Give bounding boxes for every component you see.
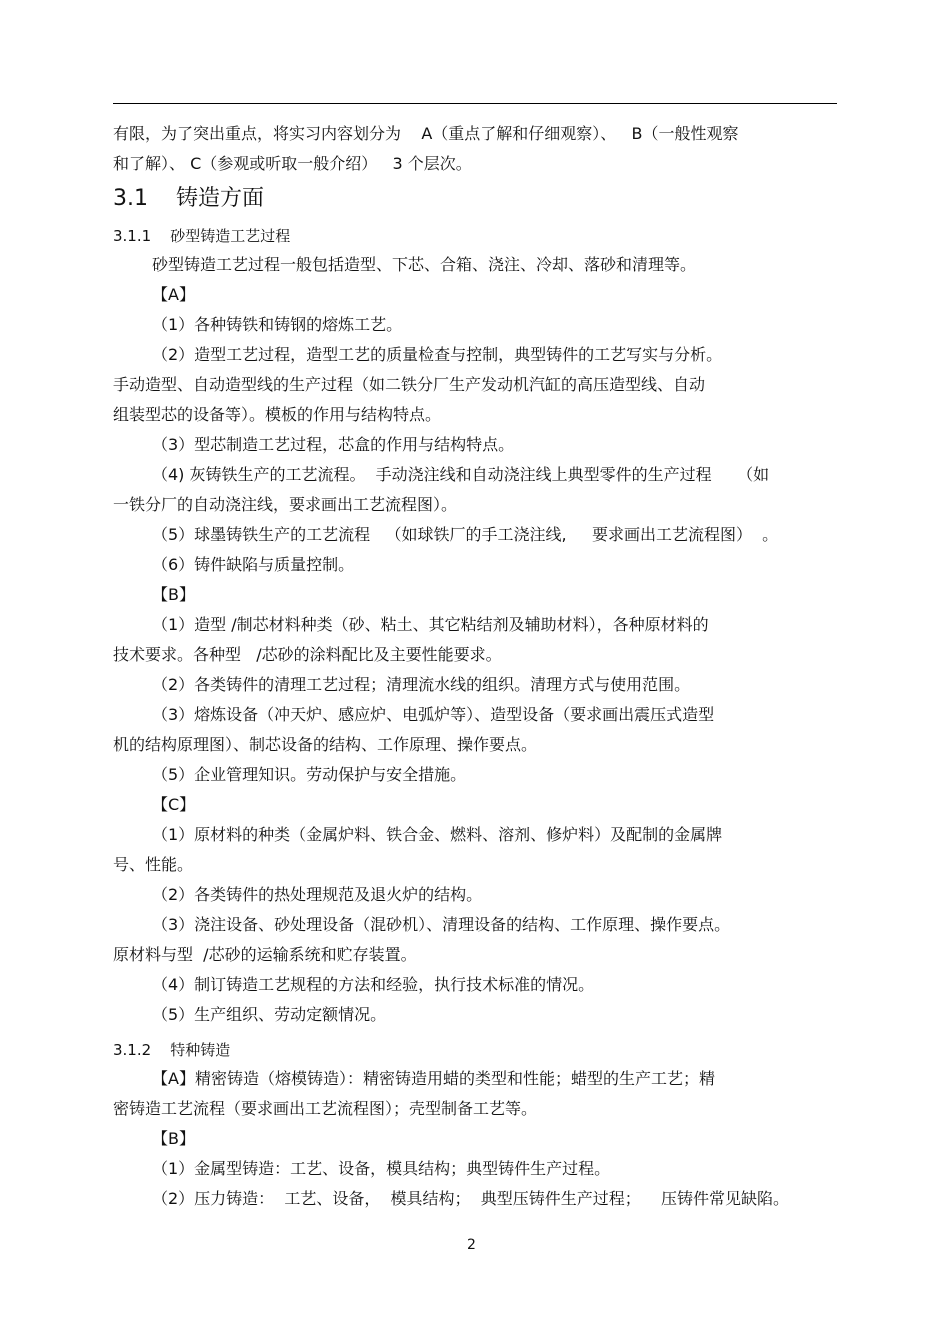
intro-line-2: 和了解）、 C（参观或听取一般介绍） 3 个层次。 [113, 154, 472, 173]
list-item: （5）企业管理知识。劳动保护与安全措施。 [152, 765, 467, 784]
list-item: （1）造型 /制芯材料种类（砂、粘土、其它粘结剂及辅助材料），各种原材料的 [152, 615, 709, 634]
list-item: （5）生产组织、劳动定额情况。 [152, 1005, 387, 1024]
subsection-heading-2: 3.1.2 特种铸造 [113, 1041, 231, 1059]
section-heading: 3.1 铸造方面 [113, 186, 264, 211]
subsection-heading-1: 3.1.1 砂型铸造工艺过程 [113, 227, 291, 245]
list-item-continuation: 手动造型、自动造型线的生产过程（如二铁分厂生产发动机汽缸的高压造型线、自动 [113, 375, 706, 394]
list-item: （2）各类铸件的热处理规范及退火炉的结构。 [152, 885, 483, 904]
list-item: （1）原材料的种类（金属炉料、铁合金、燃料、溶剂、修炉料）及配制的金属牌 [152, 825, 723, 844]
list-item-continuation: 一铁分厂的自动浇注线，要求画出工艺流程图）。 [113, 495, 458, 514]
paragraph: 砂型铸造工艺过程一般包括造型、下芯、合箱、浇注、冷却、落砂和清理等。 [152, 255, 697, 274]
paragraph-continuation: 密铸造工艺流程（要求画出工艺流程图）；壳型制备工艺等。 [113, 1099, 538, 1118]
page-number: 2 [467, 1237, 476, 1253]
list-item-continuation: 号、性能。 [113, 855, 194, 874]
list-item: （5）球墨铸铁生产的工艺流程 （如球铁厂的手工浇注线, 要求画出工艺流程图） 。 [152, 525, 779, 544]
level-b-tag: 【B】 [152, 1129, 195, 1148]
list-item: （3）浇注设备、砂处理设备（混砂机）、清理设备的结构、工作原理、操作要点。 [152, 915, 731, 934]
level-a-tag: 【A】 [152, 285, 195, 304]
paragraph: 【A】精密铸造（熔模铸造）：精密铸造用蜡的类型和性能；蜡型的生产工艺；精 [152, 1069, 715, 1088]
list-item: （6）铸件缺陷与质量控制。 [152, 555, 355, 574]
list-item: （3）熔炼设备（冲天炉、感应炉、电弧炉等）、造型设备（要求画出震压式造型 [152, 705, 715, 724]
list-item-continuation: 机的结构原理图）、制芯设备的结构、工作原理、操作要点。 [113, 735, 538, 754]
list-item: （4）制订铸造工艺规程的方法和经验，执行技术标准的情况。 [152, 975, 595, 994]
level-c-tag: 【C】 [152, 795, 196, 814]
list-item: （1）金属型铸造：工艺、设备，模具结构；典型铸件生产过程。 [152, 1159, 611, 1178]
list-item: （4) 灰铸铁生产的工艺流程。 手动浇注线和自动浇注线上典型零件的生产过程 （如 [152, 465, 770, 484]
intro-line-1: 有限，为了突出重点，将实习内容划分为 A（重点了解和仔细观察）、 B（一般性观察 [113, 124, 739, 143]
list-item: （2）压力铸造： 工艺、设备， 模具结构； 典型压铸件生产过程； 压铸件常见缺陷。 [152, 1189, 790, 1208]
list-item-continuation: 组装型芯的设备等）。模板的作用与结构特点。 [113, 405, 442, 424]
list-item: （1）各种铸铁和铸钢的熔炼工艺。 [152, 315, 403, 334]
list-item-continuation: 技术要求。各种型 /芯砂的涂料配比及主要性能要求。 [113, 645, 502, 664]
list-item: （2）造型工艺过程，造型工艺的质量检查与控制，典型铸件的工艺写实与分析。 [152, 345, 723, 364]
level-b-tag: 【B】 [152, 585, 195, 604]
header-rule [113, 103, 837, 104]
list-item: （3）型芯制造工艺过程，芯盒的作用与结构特点。 [152, 435, 515, 454]
list-item: （2）各类铸件的清理工艺过程；清理流水线的组织。清理方式与使用范围。 [152, 675, 691, 694]
list-item-continuation: 原材料与型 /芯砂的运输系统和贮存装置。 [113, 945, 417, 964]
